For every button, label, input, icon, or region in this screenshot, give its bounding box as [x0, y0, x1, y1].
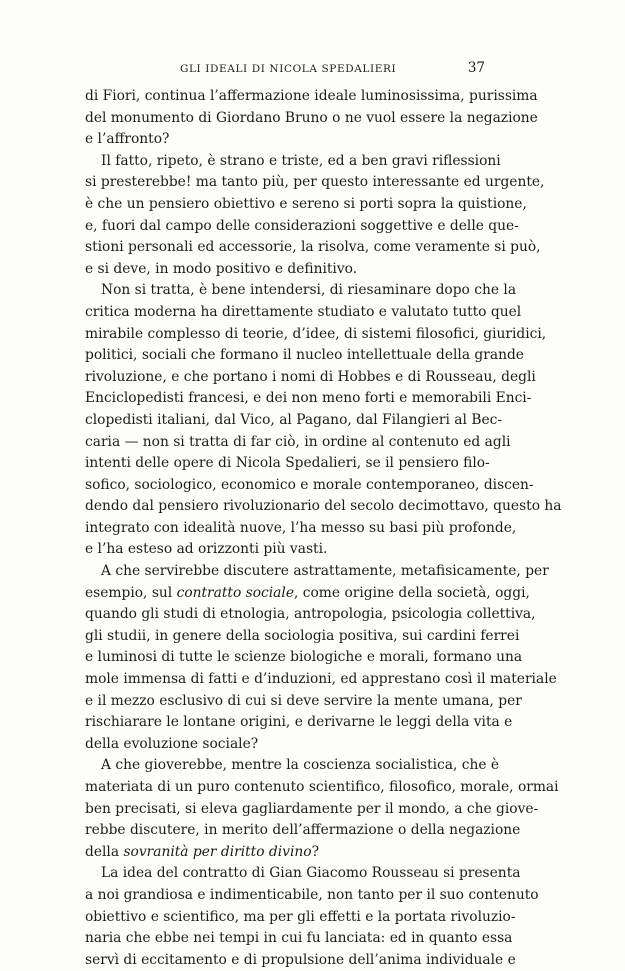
text-line: naria che ebbe nei tempi in cui fu lanciata: ed in quanto essa [85, 930, 513, 947]
page-number: 37 [467, 60, 485, 76]
running-title: GLI IDEALI DI NICOLA SPEDALIERI [180, 63, 397, 75]
italic-phrase: contratto sociale [176, 584, 294, 601]
text-line: e si deve, in modo positivo e definitivo. [85, 260, 358, 277]
text-line: sofico, sociologico, economico e morale contemporaneo, discen- [85, 476, 534, 493]
text-line: Non si tratta, è bene intendersi, di riesaminare dopo che la [101, 282, 517, 299]
body-text [85, 86, 562, 971]
text-line: A che gioverebbe, mentre la coscienza socialistica, che è [101, 757, 500, 774]
text-line: mirabile complesso di teorie, d’idee, di sistemi filosofici, giuridici, [85, 325, 547, 342]
text-line: e il mezzo esclusivo di cui si deve servire la mente umana, per [85, 692, 522, 709]
text-line: materiata di un puro contenuto scientifico, filosofico, morale, ormai [85, 779, 559, 795]
text-line: della sovranità per diritto divino? [85, 843, 319, 860]
text-line: servì di eccitamento e di propulsione dell’anima individuale e [85, 951, 516, 968]
text-line: rebbe discutere, in merito dell’affermazione o della negazione [85, 822, 521, 839]
text-line: critica moderna ha direttamente studiato e valutato tutto quel [85, 303, 522, 320]
text-line: mole immensa di fatti e d’induzioni, ed apprestano così il materiale [85, 671, 557, 688]
text-line: obiettivo e scientifico, ma per gli effetti e la portata rivoluzio- [85, 908, 516, 925]
text-line: e l’affronto? [85, 131, 170, 148]
text-line: ben precisati, si eleva gagliardamente per il mondo, a che giove- [85, 800, 539, 817]
text-line: clopedisti italiani, dal Vico, al Pagano, dal Filangieri al Bec- [85, 411, 503, 428]
text-line: della evoluzione sociale? [85, 735, 259, 752]
text-line: e, fuori dal campo delle considerazioni soggettive e delle que- [85, 217, 519, 234]
italic-phrase: sovranità per diritto divino [123, 843, 312, 860]
text-line: dendo dal pensiero rivoluzionario del secolo decimottavo, questo ha [85, 498, 562, 515]
text-line: politici, sociali che formano il nucleo intellettuale della grande [85, 347, 524, 364]
text-line: rivoluzione, e che portano i nomi di Hobbes e di Rousseau, degli [85, 368, 536, 385]
text-line: intenti delle opere di Nicola Spedalieri, se il pensiero filo- [85, 455, 490, 472]
text-line: a noi grandiosa e indimenticabile, non tanto per il suo contenuto [85, 886, 539, 903]
text-line: è che un pensiero obiettivo e sereno si porti sopra la quistione, [85, 195, 527, 212]
text-line: stioni personali ed accessorie, la risolva, come veramente si può, [85, 239, 541, 256]
text-line: gli studii, in genere della sociologia positiva, sui cardini ferrei [85, 627, 520, 644]
text-line: integrato con idealità nuove, l’ha messo su basi più profonde, [85, 519, 517, 536]
text-line: quando gli studi di etnologia, antropologia, psicologia collettiva, [85, 606, 536, 623]
text-line: esempio, sul contratto sociale, come origine della società, oggi, [85, 584, 530, 601]
text-line: del monumento di Giordano Bruno o ne vuol essere la negazione [85, 109, 538, 126]
text-line: e l’ha esteso ad orizzonti più vasti. [85, 541, 328, 558]
text-line: si presterebbe! ma tanto più, per questo interessante ed urgente, [85, 174, 545, 191]
text-line: caria — non si tratta di far ciò, in ordine al contenuto ed agli [85, 433, 511, 450]
text-line: La idea del contratto di Gian Giacomo Rousseau si presenta [101, 865, 521, 882]
text-line: Enciclopedisti francesi, e dei non meno forti e memorabili Enci- [85, 390, 532, 407]
text-line: rischiarare le lontane origini, e derivarne le leggi della vita e [85, 714, 513, 731]
text-line: di Fiori, continua l’affermazione ideale luminosissima, purissima [85, 88, 538, 104]
text-line: Il fatto, ripeto, è strano e triste, ed a ben gravi riflessioni [101, 152, 501, 169]
page-header [85, 60, 485, 80]
text-line: A che servirebbe discutere astrattamente, metafisicamente, per [101, 563, 549, 580]
text-line: e luminosi di tutte le scienze biologiche e morali, formano una [85, 649, 523, 666]
